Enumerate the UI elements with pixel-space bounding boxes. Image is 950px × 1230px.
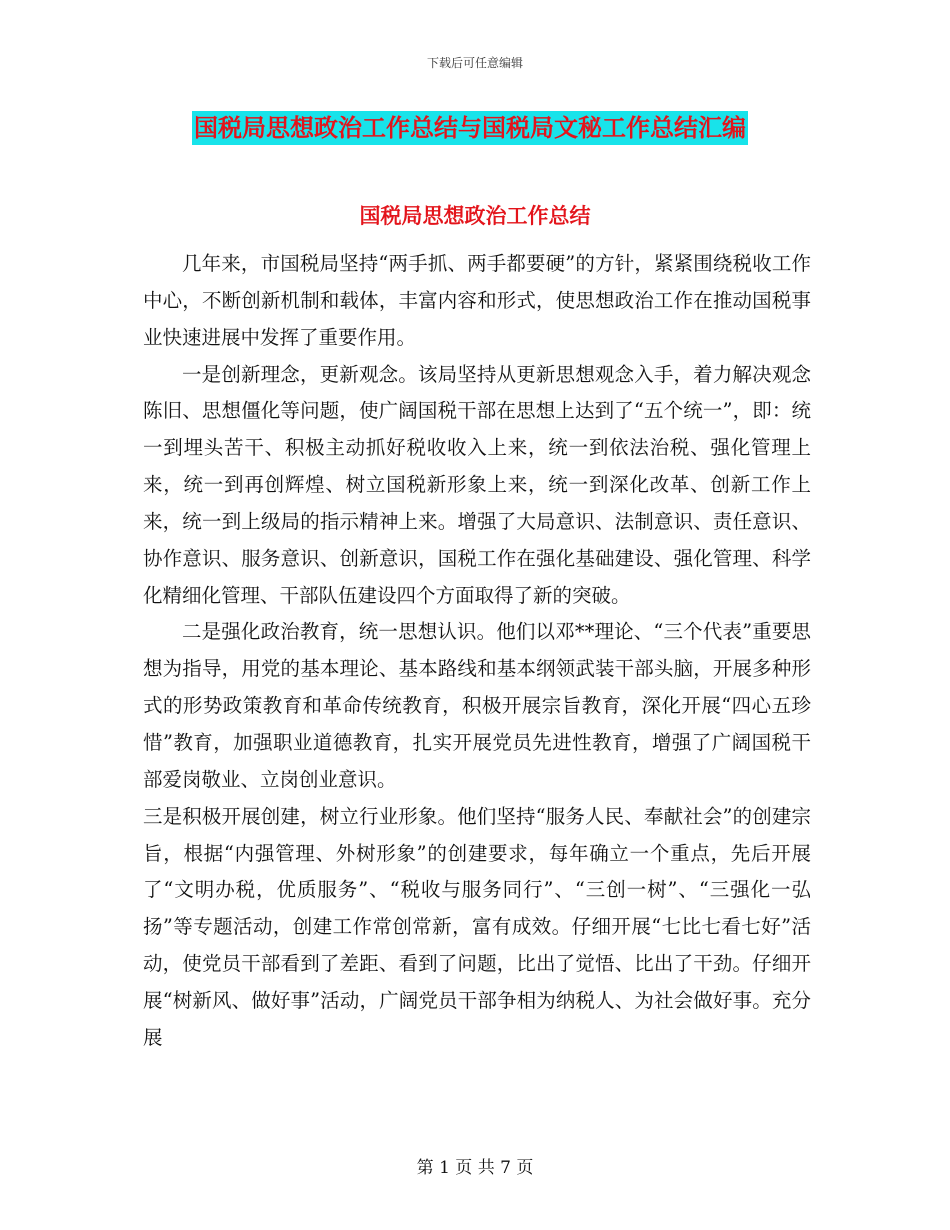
document-title-wrapper [192, 111, 748, 145]
paragraph-point-one: 一是创新理念，更新观念。该局坚持从更新思想观念入手，着力解决观念陈旧、思想僵化等问题，使广阔国税干部在思想上达到了“五个统一”，即：统一到埋头苦干、积极主动抓好税收收入上来，统一到依法治税、强化管理上来，统一到再创辉煌、树立国税新形象上来，统一到深化改革、创新工作上来，统一到上级局的指示精神上来。增强了大局意识、法制意识、责任意识、协作意识、服务意识、创新意识，国税工作在强化基础建设、强化管理、科学化精细化管理、干部队伍建设四个方面取得了新的突破。 [143, 362, 811, 607]
section-title: 国税局思想政治工作总结 [359, 204, 591, 228]
body-text [143, 246, 811, 1057]
paragraph-point-two: 二是强化政治教育，统一思想认识。他们以邓**理论、“三个代表”重要思想为指导，用党的基本理论、基本路线和基本纲领武装干部头脑，开展多种形式的形势政策教育和革命传统教育，积极开展宗旨教育，深化开展“四心五珍惜”教育，加强职业道德教育，扎实开展党员先进性教育，增强了广阔国税干部爱岗敬业、立岗创业意识。 [143, 620, 811, 791]
paragraph-intro: 几年来，市国税局坚持“两手抓、两手都要硬”的方针，紧紧围绕税收工作中心，不断创新机制和载体，丰富内容和形式，使思想政治工作在推动国税事业快速进展中发挥了重要作用。 [143, 252, 811, 349]
paragraph-point-three: 三是积极开展创建，树立行业形象。他们坚持“服务人民、奉献社会”的创建宗旨，根据“内强管理、外树形象”的创建要求，每年确立一个重点，先后开展了“文明办税，优质服务”、“税收与服务同行”、“三创一树”、“三强化一弘扬”等专题活动，创建工作常创常新，富有成效。仔细开展“七比七看七好”活动，使党员干部看到了差距、看到了问题，比出了觉悟、比出了干劲。仔细开展“树新风、做好事”活动，广阔党员干部争相为纳税人、为社会做好事。充分展 [143, 804, 811, 1049]
document-title: 国税局思想政治工作总结与国税局文秘工作总结汇编 [192, 111, 748, 145]
header-note: 下载后可任意编辑 [426, 56, 523, 70]
page-footer: 第 1 页 共 7 页 [416, 1158, 534, 1178]
